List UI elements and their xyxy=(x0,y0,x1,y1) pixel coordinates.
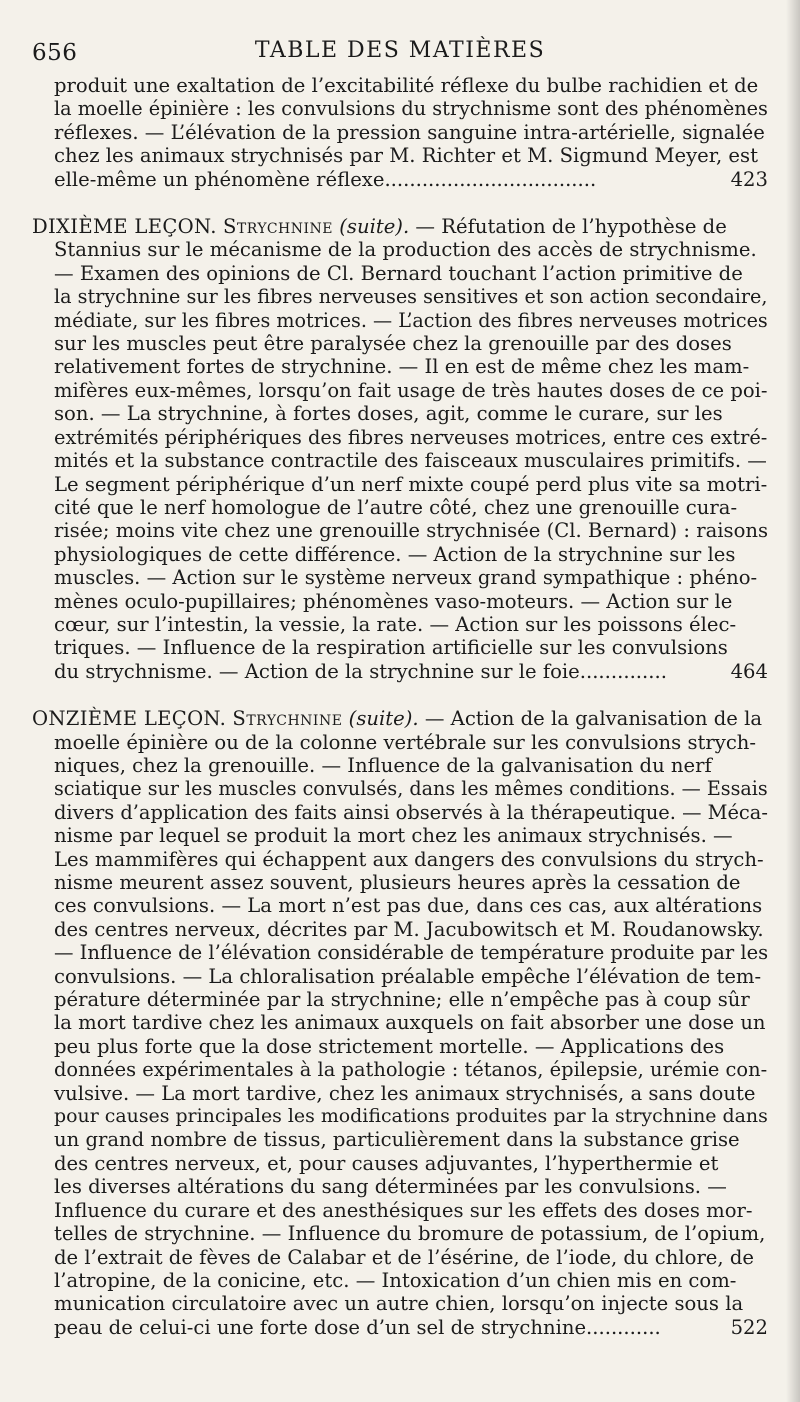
text-line: nisme par lequel se produit la mort chez les animaux strychnisés. — xyxy=(54,824,733,848)
text-line: des centres nerveux, décrites par M. Jacubowitsch et M. Roudanowsky. xyxy=(54,917,764,941)
text-line: relativement fortes de strychnine. — Il en est de même chez les mam- xyxy=(54,355,750,379)
text-line: mifères eux-mêmes, lorsqu’on fait usage de très hautes doses de ce poi- xyxy=(54,378,768,402)
text-line: pérature déterminée par la strychnine; elle n’empêche pas à coup sûr xyxy=(54,988,750,1012)
page-reference: 522 xyxy=(730,1315,768,1339)
running-title: TABLE DES MATIÈRES xyxy=(254,38,546,63)
text-line-last xyxy=(32,1316,768,1339)
text-line-last xyxy=(32,660,768,683)
page-edge-shadow xyxy=(786,0,800,1402)
text-line: convulsions. — La chloralisation préalable empêche l’élévation de tem- xyxy=(54,964,762,988)
text-line: chez les animaux strychnisés par M. Richter et M. Sigmund Meyer, est xyxy=(54,144,758,168)
text-line: la mort tardive chez les animaux auxquels on fait absorber une dose un xyxy=(54,1011,766,1035)
text-line: l’atropine, de la conicine, etc. — Intoxication d’un chien mis en com- xyxy=(54,1268,737,1292)
entry-heading-line xyxy=(32,215,768,238)
text-line: munication circulatoire avec un autre chien, lorsqu’on injecte sous la xyxy=(54,1292,744,1316)
page-reference: 423 xyxy=(730,167,768,191)
text-line: réflexes. — L’élévation de la pression sanguine intra-artérielle, signalée xyxy=(54,120,765,144)
text-line: des centres nerveux, et, pour causes adjuvantes, l’hyperthermie et xyxy=(54,1151,719,1175)
text-line: telles de strychnine. — Influence du bromure de potassium, de l’opium, xyxy=(54,1222,766,1246)
text-line: physiologiques de cette différence. — Action de la strychnine sur les xyxy=(54,542,736,566)
lecon-title: DIXIÈME LEÇON. xyxy=(32,215,217,239)
lecon-subject: Strychnine xyxy=(232,707,343,731)
text-line: du strychnisme. — Action de la strychnine sur le foie.............. xyxy=(54,659,667,683)
text-line: mités et la substance contractile des faisceaux musculaires primitifs. — xyxy=(54,449,767,473)
text-line: son. — La strychnine, à fortes doses, agit, comme le curare, sur les xyxy=(54,402,723,426)
lecon-title: ONZIÈME LEÇON. xyxy=(32,707,227,731)
text-line: Stannius sur le mécanisme de la production des accès de strychnisme. xyxy=(54,238,757,262)
text-line: triques. — Influence de la respiration artificielle sur les convulsions xyxy=(54,636,728,660)
text-line: nisme meurent assez souvent, plusieurs heures après la cessation de xyxy=(54,871,741,894)
text-line: Influence du curare et des anesthésiques sur les effets des doses mor- xyxy=(54,1198,753,1222)
text-line: moelle épinière ou de la colonne vertébrale sur les convulsions strych- xyxy=(54,730,757,754)
text-line: Les mammifères qui échappent aux dangers des convulsions du strych- xyxy=(54,847,764,871)
text-line: de l’extrait de fèves de Calabar et de l’ésérine, de l’iode, du chlore, de xyxy=(54,1245,754,1269)
text-line: pour causes principales les modifications produites par la strychnine dans xyxy=(54,1105,768,1128)
lecon-subject: Strychnine xyxy=(222,215,334,239)
text-line: ces convulsions. — La mort n’est pas due, dans ces cas, aux altérations xyxy=(54,894,763,918)
lecon-suite: (suite). xyxy=(339,215,410,239)
text-line: les diverses altérations du sang déterminées par les convulsions. — xyxy=(54,1175,727,1199)
text-line: un grand nombre de tissus, particulièrement dans la substance grise xyxy=(54,1128,740,1152)
text-line: vulsive. — La mort tardive, chez les animaux strychnisés, a sans doute xyxy=(54,1081,756,1105)
text-line: sur les muscles peut être paralysée chez la grenouille par des doses xyxy=(54,332,732,356)
entry-heading-line xyxy=(32,707,768,730)
text-line: mènes oculo-pupillaires; phénomènes vaso-moteurs. — Action sur le xyxy=(54,589,733,613)
text-line: Le segment périphérique d’un nerf mixte coupé perd plus vite sa motri- xyxy=(54,472,768,496)
text-line: cœur, sur l’intestin, la vessie, la rate. — Action sur les poissons élec- xyxy=(54,612,737,636)
text-line: elle-même un phénomène réflexe.................................. xyxy=(54,167,597,191)
text-line: muscles. — Action sur le système nerveux grand sympathique : phéno- xyxy=(54,566,758,590)
continuation-entry xyxy=(32,74,768,191)
text-line: la moelle épinière : les convulsions du strychnisme sont des phénomènes xyxy=(54,97,768,121)
text-line: — Réfutation de l’hypothèse de xyxy=(415,215,727,239)
toc-entry-onzieme-lecon xyxy=(32,707,768,1339)
text-line: extrémités périphériques des fibres nerveuses motrices, entre ces extré- xyxy=(54,425,768,449)
text-line: données expérimentales à la pathologie : tétanos, épilepsie, urémie con- xyxy=(54,1058,768,1082)
text-line: risée; moins vite chez une grenouille strychnisée (Cl. Bernard) : raisons xyxy=(54,519,769,543)
toc-entry-dixieme-lecon xyxy=(32,215,768,683)
text-line: divers d’application des faits ainsi observés à la thérapeutique. — Méca- xyxy=(54,800,768,824)
page-header xyxy=(32,34,768,74)
text-line: — Action de la galvanisation de la xyxy=(424,707,763,731)
text-line: peu plus forte que la dose strictement mortelle. — Applications des xyxy=(54,1034,725,1058)
text-line: — Influence de l’élévation considérable de température produite par les xyxy=(54,941,769,965)
text-line-last xyxy=(54,168,768,191)
lecon-suite: (suite). xyxy=(348,707,419,731)
text-line: peau de celui-ci une forte dose d’un sel de strychnine............ xyxy=(54,1315,661,1339)
text-line: niques, chez la grenouille. — Influence de la galvanisation du nerf xyxy=(54,753,712,777)
text-line: cité que le nerf homologue de l’autre côté, chez une grenouille cura- xyxy=(54,495,738,519)
text-line: la strychnine sur les fibres nerveuses sensitives et son action secondaire, xyxy=(54,285,768,309)
text-line: médiate, sur les fibres motrices. — L’action des fibres nerveuses motrices xyxy=(54,308,768,332)
text-line: — Examen des opinions de Cl. Bernard touchant l’action primitive de xyxy=(54,261,743,285)
text-line: sciatique sur les muscles convulsés, dans les mêmes conditions. — Essais xyxy=(54,777,768,801)
text-line: produit une exaltation de l’excitabilité réflexe du bulbe rachidien et de xyxy=(54,74,759,97)
page-number: 656 xyxy=(32,40,78,66)
page-reference: 464 xyxy=(730,659,768,683)
